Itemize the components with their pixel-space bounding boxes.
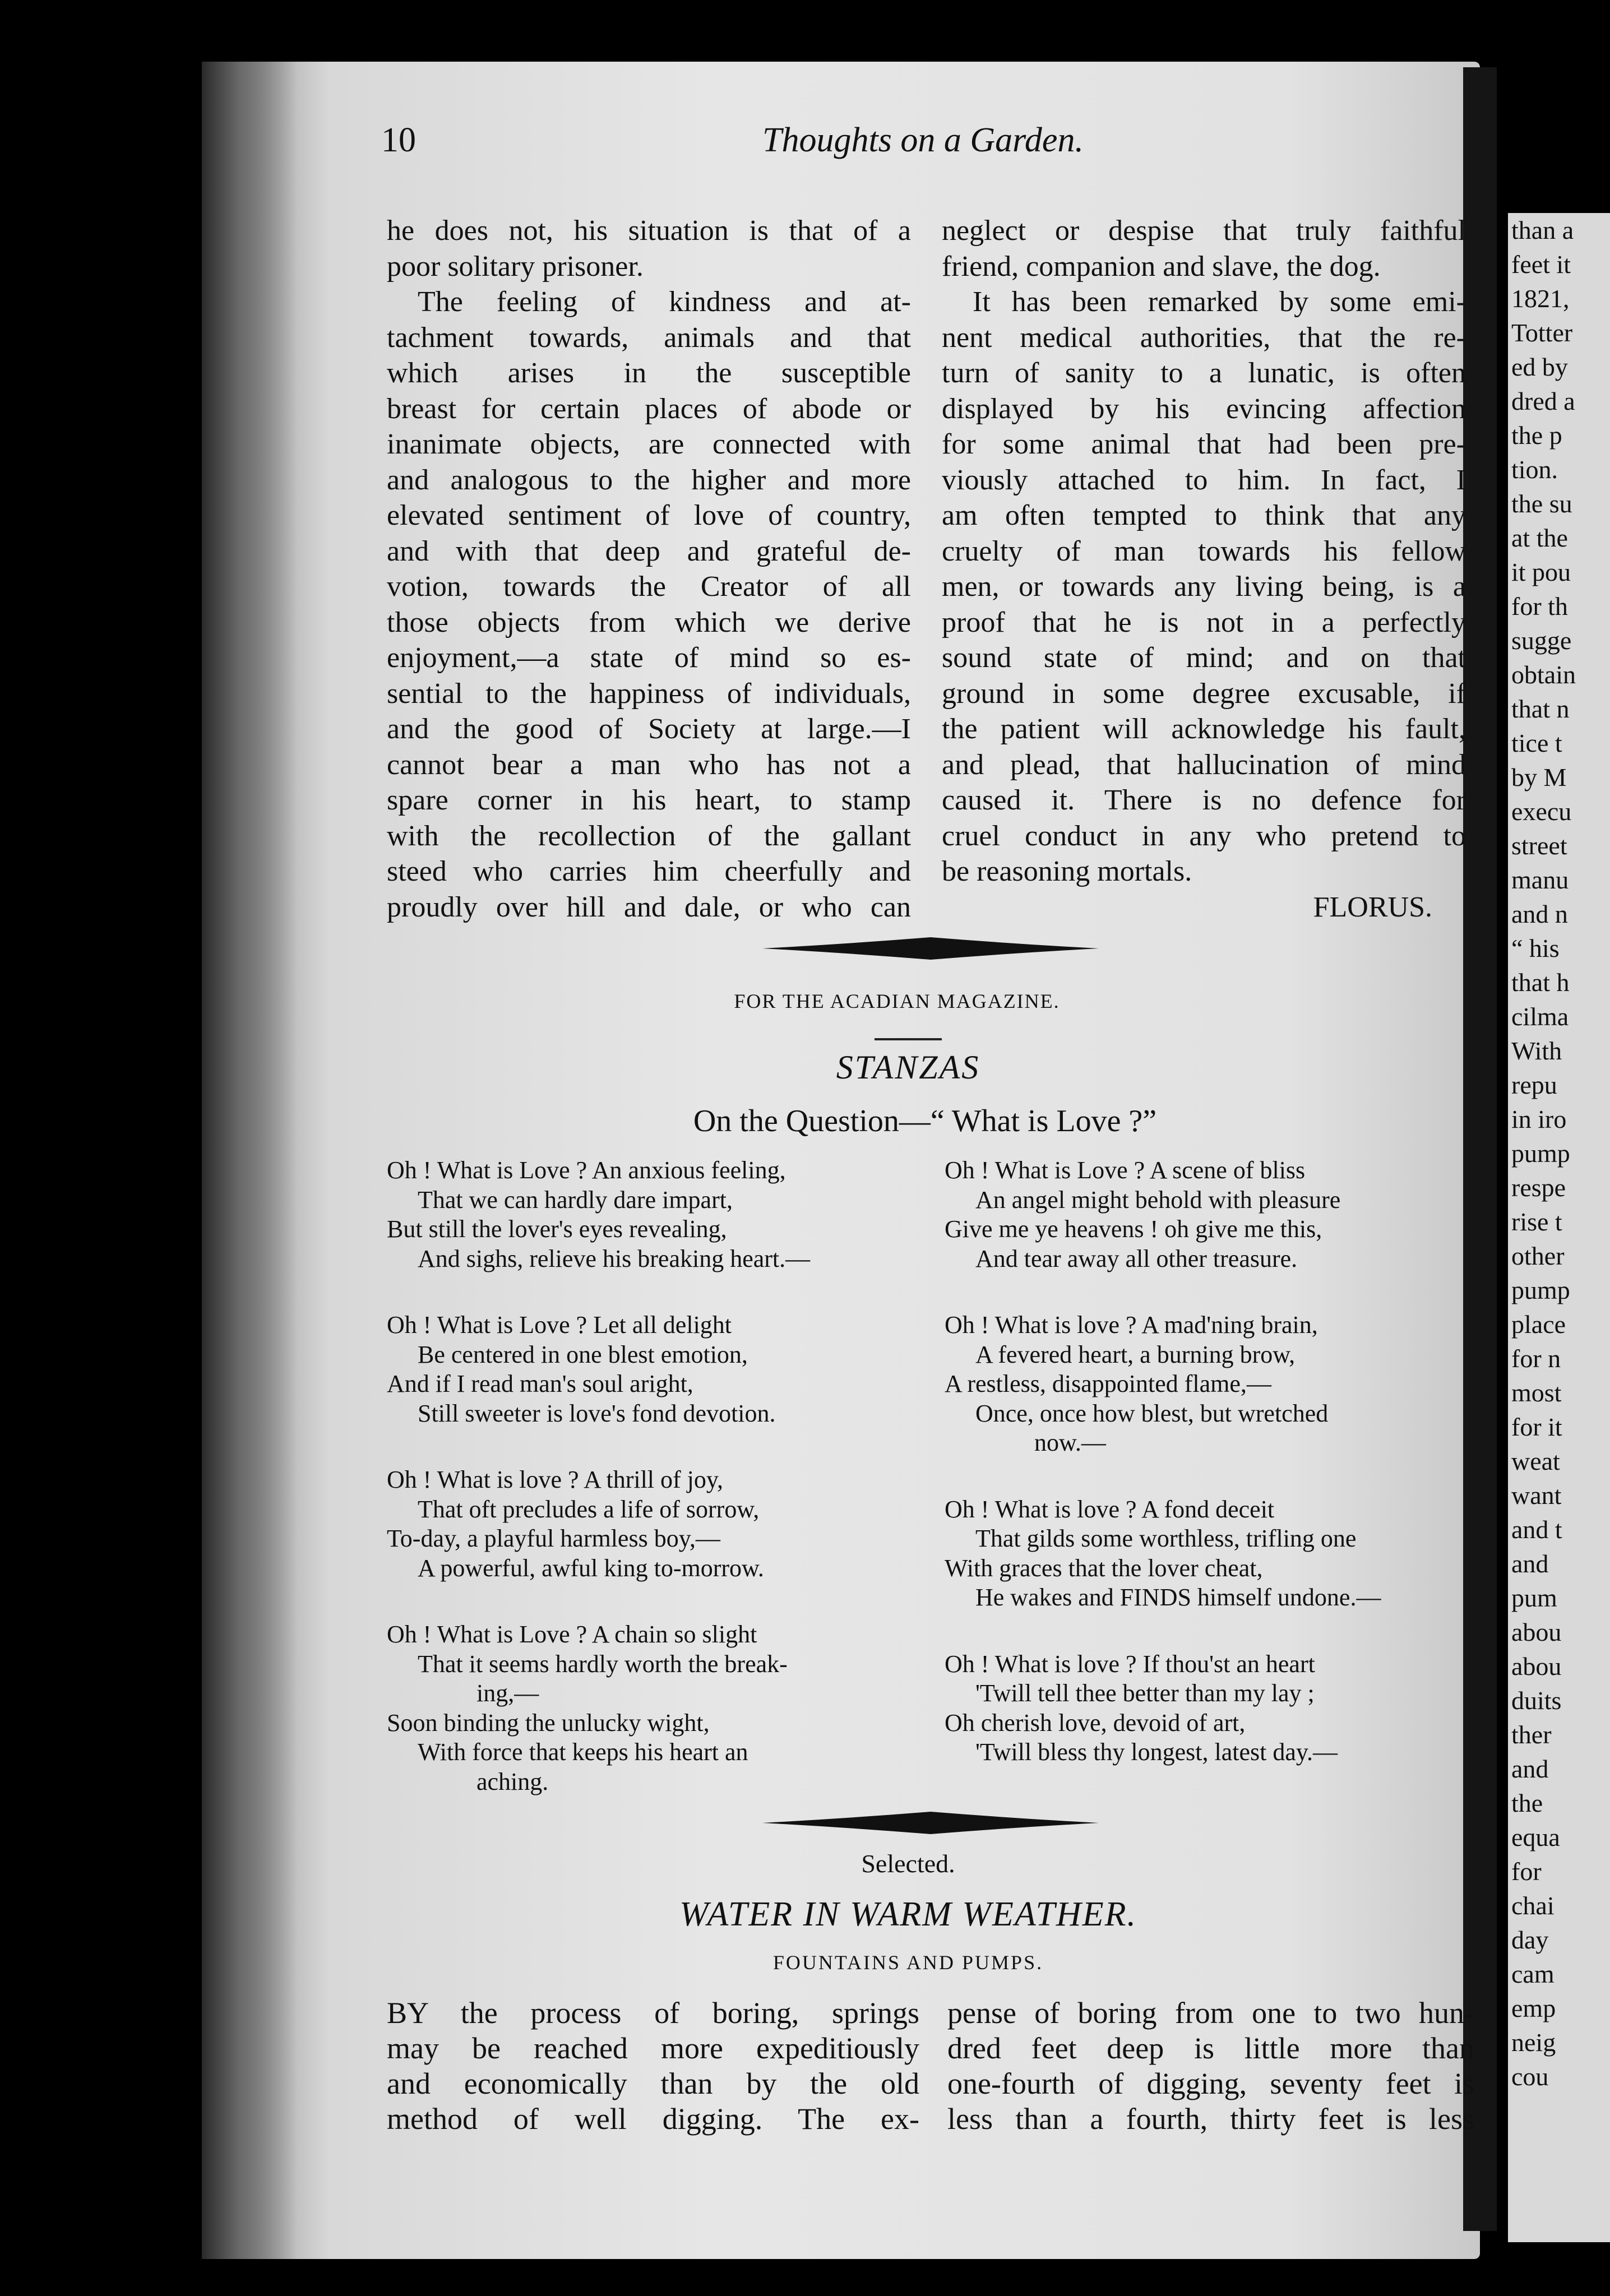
poem-line: That we can hardly dare impart, xyxy=(418,1186,733,1214)
next-page-fragment: dred a xyxy=(1511,387,1575,415)
title-rule xyxy=(875,1038,942,1040)
poem-line: Oh ! What is Love ? A scene of bliss xyxy=(945,1156,1306,1184)
text-line: steed who carries him cheerfully and xyxy=(387,855,911,887)
article2-subtitle: FOUNTAINS AND PUMPS. xyxy=(772,1951,1044,1974)
poem-line: With graces that the lover cheat, xyxy=(945,1554,1263,1582)
text-line: cannot bear a man who has not a xyxy=(387,748,911,781)
text-line: proof that he is not in a perfectly xyxy=(942,606,1466,638)
text-line: am often tempted to think that any xyxy=(942,499,1466,531)
next-page-fragment: by M xyxy=(1511,763,1567,791)
poem-line: A restless, disappointed flame,— xyxy=(945,1370,1271,1397)
next-page-fragment: day xyxy=(1511,1925,1549,1954)
text-line: less than a fourth, thirty feet is less xyxy=(947,2102,1474,2136)
article2-title: WATER IN WARM WEATHER. xyxy=(679,1895,1137,1933)
text-line: for some animal that had been pre- xyxy=(942,428,1466,460)
poem-line: Soon binding the unlucky wight, xyxy=(387,1709,710,1737)
text-line: sound state of mind; and on that xyxy=(942,642,1466,674)
poem-line: Be centered in one blest emotion, xyxy=(418,1340,748,1368)
next-page-fragment: chai xyxy=(1511,1891,1555,1920)
poem-line: Give me ye heavens ! oh give me this, xyxy=(945,1215,1322,1243)
poem-line: 'Twill bless thy longest, latest day.— xyxy=(975,1738,1338,1766)
text-line: dred feet deep is little more than xyxy=(947,2031,1474,2065)
next-page-fragment: cilma xyxy=(1511,1002,1569,1031)
book-binding xyxy=(1463,67,1497,2231)
poem-line: He wakes and FINDS himself undone.— xyxy=(975,1584,1381,1611)
text-line: and analogous to the higher and more xyxy=(387,464,911,496)
next-page-fragment: equa xyxy=(1511,1823,1560,1851)
poem-line: A fevered heart, a burning brow, xyxy=(975,1340,1296,1368)
poem-line: That it seems hardly worth the break- xyxy=(418,1650,788,1678)
next-page-fragment: than a xyxy=(1511,216,1574,244)
next-page-fragment: ed by xyxy=(1511,353,1568,381)
stanza-gap xyxy=(945,1613,1477,1650)
text-line: displayed by his evincing affection xyxy=(942,392,1466,425)
next-page-fragment: for it xyxy=(1511,1413,1562,1441)
text-line: elevated sentiment of love of country, xyxy=(387,499,911,531)
poem-source: FOR THE ACADIAN MAGAZINE. xyxy=(734,990,1060,1012)
next-page-fragment: tice t xyxy=(1511,729,1562,757)
next-page-fragment: repu xyxy=(1511,1071,1557,1099)
text-line: and economically than by the old xyxy=(387,2067,919,2100)
poem-line: An angel might behold with pleasure xyxy=(975,1186,1341,1214)
next-page-fragment: most xyxy=(1511,1378,1562,1407)
text-line: caused it. There is no defence for xyxy=(942,784,1466,816)
text-line: friend, companion and slave, the dog. xyxy=(942,250,1381,283)
text-line: may be reached more expeditiously xyxy=(387,2031,919,2065)
text-line: BY the process of boring, springs xyxy=(387,1996,919,2030)
ornament-divider xyxy=(762,937,1099,960)
text-line: which arises in the susceptible xyxy=(387,357,911,389)
next-page-fragment: and n xyxy=(1511,900,1568,928)
next-page-fragment: neig xyxy=(1511,2028,1556,2057)
page-gutter-shadow xyxy=(202,62,297,2259)
next-page-fragment: “ his xyxy=(1511,934,1560,962)
next-page-fragment: tion. xyxy=(1511,455,1558,484)
text-line: with the recollection of the gallant xyxy=(387,820,911,852)
next-page-fragment: manu xyxy=(1511,865,1569,894)
text-line: cruelty of man towards his fellow xyxy=(942,535,1466,567)
poem-line: Oh ! What is Love ? An anxious feeling, xyxy=(387,1156,786,1184)
text-line: and plead, that hallucination of mind xyxy=(942,748,1466,781)
next-page-fragment: want xyxy=(1511,1481,1562,1510)
poem-title: STANZAS xyxy=(836,1049,980,1086)
next-page-fragment: respe xyxy=(1511,1173,1566,1202)
poem-line: That oft precludes a life of sorrow, xyxy=(418,1495,760,1523)
poem-line: That gilds some worthless, trifling one xyxy=(975,1525,1357,1552)
poem-line: Oh ! What is love ? A mad'ning brain, xyxy=(945,1311,1318,1339)
poem-line: Once, once how blest, but wretched xyxy=(975,1399,1329,1427)
text-line: and with that deep and grateful de- xyxy=(387,535,911,567)
article2-right-column xyxy=(947,1996,1474,2137)
next-page-strip xyxy=(1508,213,1610,2242)
poem-line: now.— xyxy=(1034,1429,1106,1456)
text-line: votion, towards the Creator of all xyxy=(387,571,911,603)
next-page-fragment: that h xyxy=(1511,968,1570,997)
poem-line: With force that keeps his heart an xyxy=(418,1738,748,1766)
next-page-fragment: place xyxy=(1511,1310,1566,1339)
next-page-fragment: for th xyxy=(1511,592,1568,621)
text-line: It has been remarked by some emi- xyxy=(973,286,1466,318)
next-page-fragment: that n xyxy=(1511,695,1570,723)
next-page-fragment: pum xyxy=(1511,1584,1557,1612)
poem-subtitle: On the Question—“ What is Love ?” xyxy=(693,1104,1157,1138)
poem-right-column xyxy=(945,1156,1477,1767)
poem-line: Oh ! What is love ? A thrill of joy, xyxy=(387,1466,724,1493)
next-page-fragment: With xyxy=(1511,1036,1562,1065)
text-line: ground in some degree excusable, if xyxy=(942,677,1466,710)
stanza-gap xyxy=(387,1428,919,1465)
next-page-fragment: in iro xyxy=(1511,1105,1567,1133)
text-line: spare corner in his heart, to stamp xyxy=(387,784,911,816)
article2-left-column xyxy=(387,1996,919,2137)
next-page-fragment: execu xyxy=(1511,797,1572,826)
poem-line: To-day, a playful harmless boy,— xyxy=(387,1525,720,1552)
stanza-gap xyxy=(945,1458,1477,1495)
text-line: nent medical authorities, that the re- xyxy=(942,321,1466,354)
text-line: breast for certain places of abode or xyxy=(387,392,911,425)
text-line: The feeling of kindness and at- xyxy=(418,286,911,318)
next-page-fragment: feet it xyxy=(1511,250,1571,279)
text-line: sential to the happiness of individuals, xyxy=(387,677,911,710)
poem-left-column xyxy=(387,1156,919,1797)
stanza-gap xyxy=(387,1274,919,1311)
next-page-fragment: for n xyxy=(1511,1344,1561,1373)
next-page-fragment: the p xyxy=(1511,421,1562,450)
text-line: those objects from which we derive xyxy=(387,606,911,638)
next-page-fragment: the xyxy=(1511,1789,1543,1817)
next-page-fragment: 1821, xyxy=(1511,284,1570,313)
text-line: tachment towards, animals and that xyxy=(387,321,911,354)
article1-left-column xyxy=(387,213,911,925)
signature: FLORUS. xyxy=(1313,891,1432,923)
text-line: viously attached to him. In fact, I xyxy=(942,464,1466,496)
selected-label: Selected. xyxy=(861,1849,955,1878)
poem-line: Oh ! What is Love ? A chain so slight xyxy=(387,1621,757,1648)
next-page-fragment: pump xyxy=(1511,1139,1570,1168)
text-line: method of well digging. The ex- xyxy=(387,2102,919,2136)
next-page-fragment: pump xyxy=(1511,1276,1570,1304)
next-page-fragment: street xyxy=(1511,831,1567,860)
next-page-fragment: Totter xyxy=(1511,318,1573,347)
text-line: cruel conduct in any who pretend to xyxy=(942,820,1466,852)
next-page-fragment: cou xyxy=(1511,2062,1549,2091)
poem-line: Oh cherish love, devoid of art, xyxy=(945,1709,1246,1737)
next-page-fragment: ther xyxy=(1511,1720,1552,1749)
text-line: inanimate objects, are connected with xyxy=(387,428,911,460)
next-page-fragment: obtain xyxy=(1511,660,1576,689)
poem-line: A powerful, awful king to-morrow. xyxy=(418,1554,764,1582)
next-page-fragment: abou xyxy=(1511,1652,1562,1681)
text-line: poor solitary prisoner. xyxy=(387,250,644,283)
text-line: and the good of Society at large.—I xyxy=(387,713,911,745)
poem-line: But still the lover's eyes revealing, xyxy=(387,1215,727,1243)
text-line: be reasoning mortals. xyxy=(942,855,1192,887)
poem-line: aching. xyxy=(476,1767,549,1795)
next-page-fragment: weat xyxy=(1511,1447,1560,1475)
stanza-gap xyxy=(945,1274,1477,1311)
text-line: turn of sanity to a lunatic, is often xyxy=(942,357,1466,389)
next-page-fragment: at the xyxy=(1511,524,1568,552)
text-line: the patient will acknowledge his fault, xyxy=(942,713,1466,745)
text-line: proudly over hill and dale, or who can xyxy=(387,891,911,923)
next-page-fragment: sugge xyxy=(1511,626,1572,655)
text-line: men, or towards any living being, is a xyxy=(942,571,1466,603)
next-page-fragment: and xyxy=(1511,1755,1549,1783)
stanza-gap xyxy=(387,1583,919,1620)
next-page-fragment: it pou xyxy=(1511,558,1571,586)
poem-line: And sighs, relieve his breaking heart.— xyxy=(418,1244,811,1272)
text-line: one-fourth of digging, seventy feet is xyxy=(947,2067,1474,2100)
ornament-divider-2 xyxy=(762,1812,1099,1834)
poem-line: ing,— xyxy=(476,1679,539,1707)
next-page-fragment: the su xyxy=(1511,489,1572,518)
next-page-fragment: cam xyxy=(1511,1960,1555,1988)
text-line: he does not, his situation is that of a xyxy=(387,215,911,247)
next-page-fragment: other xyxy=(1511,1242,1565,1270)
running-header xyxy=(381,121,1469,171)
page-number: 10 xyxy=(381,121,416,159)
poem-line: And if I read man's soul aright, xyxy=(387,1370,693,1397)
next-page-fragment: and xyxy=(1511,1549,1549,1578)
poem-line: Oh ! What is love ? If thou'st an heart xyxy=(945,1650,1315,1678)
poem-line: And tear away all other treasure. xyxy=(975,1244,1298,1272)
running-title: Thoughts on a Garden. xyxy=(762,121,1084,159)
next-page-fragment: for xyxy=(1511,1857,1542,1886)
next-page-fragment: abou xyxy=(1511,1618,1562,1646)
text-line: enjoyment,—a state of mind so es- xyxy=(387,642,911,674)
poem-line: Still sweeter is love's fond devotion. xyxy=(418,1399,776,1427)
text-line: neglect or despise that truly faithful xyxy=(942,215,1466,247)
poem-line: 'Twill tell thee better than my lay ; xyxy=(975,1679,1315,1707)
next-page-fragment: duits xyxy=(1511,1686,1562,1715)
article1-right-column xyxy=(942,213,1466,925)
poem-line: Oh ! What is love ? A fond deceit xyxy=(945,1495,1275,1523)
next-page-fragment: and t xyxy=(1511,1515,1562,1544)
next-page-fragment: emp xyxy=(1511,1994,1556,2022)
poem-line: Oh ! What is Love ? Let all delight xyxy=(387,1311,732,1339)
text-line: pense of boring from one to two hun- xyxy=(947,1996,1474,2030)
next-page-fragment: rise t xyxy=(1511,1207,1562,1236)
